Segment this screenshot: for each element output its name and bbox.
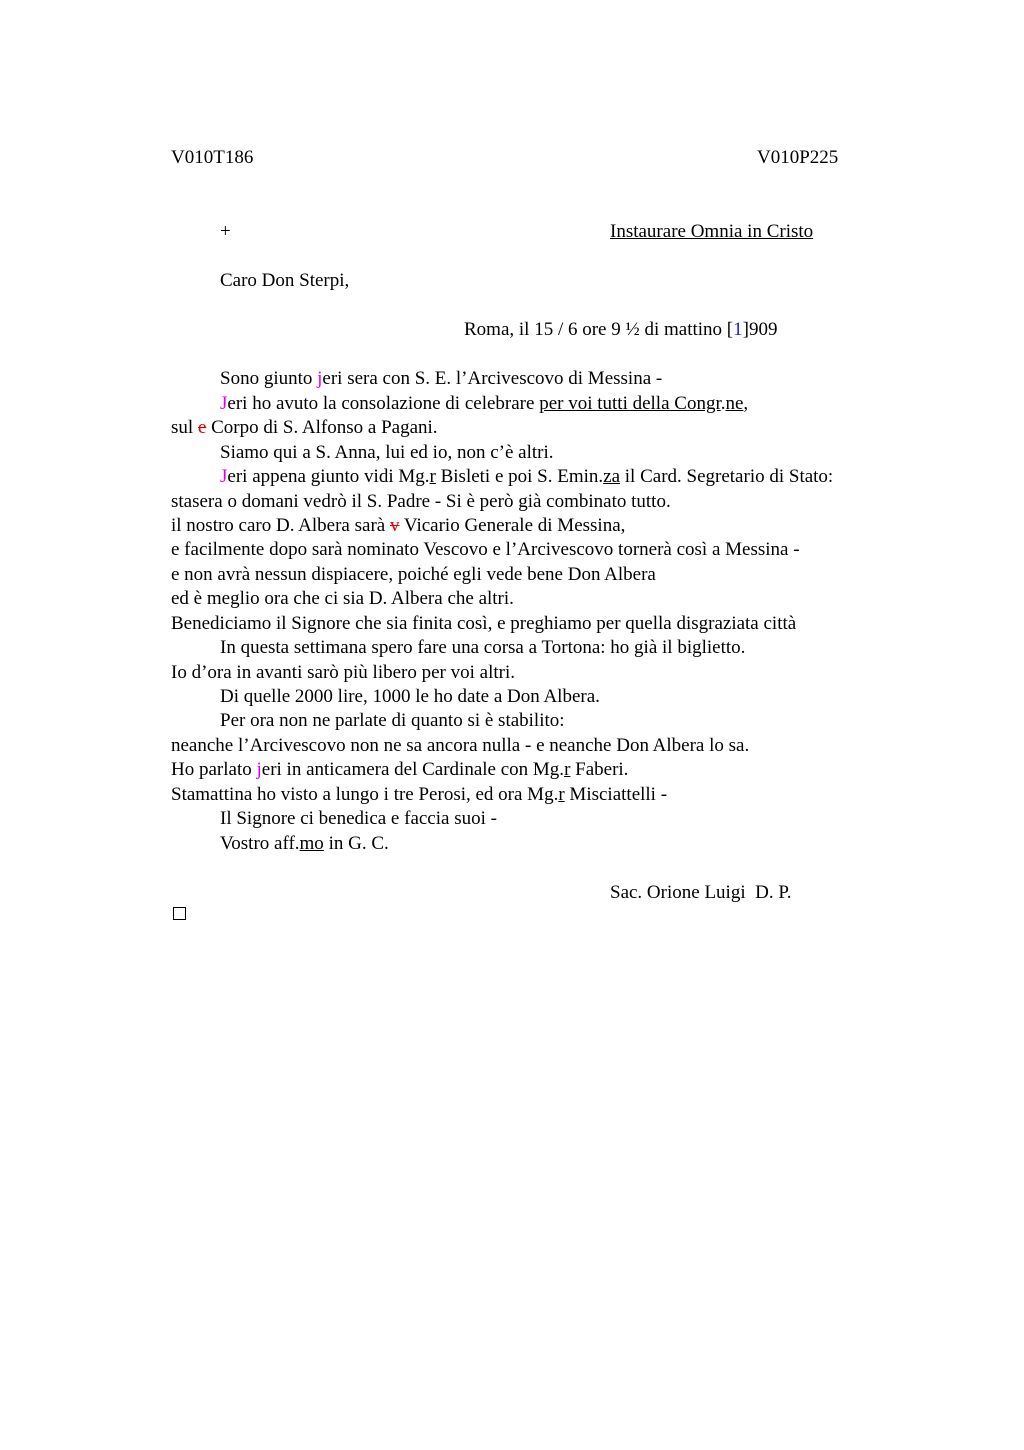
letter-line-18: Stamattina ho visto a lungo i tre Perosi, ed ora Mg.r Misciattelli - — [171, 784, 668, 805]
dateline-text: Roma, il 15 / 6 ore 9 ½ di mattino [ — [464, 319, 734, 340]
letter-line-16: neanche l’Arcivescovo non ne sa ancora nulla - e neanche Don Albera lo sa. — [171, 735, 750, 756]
dateline-year: ]909 — [742, 319, 778, 340]
letter-line-15: Per ora non ne parlate di quanto si è stabilito: — [220, 710, 565, 731]
letter-line-1: Sono giunto jeri sera con S. E. l’Arcivescovo di Messina - — [220, 368, 663, 389]
editorial-letter: J — [220, 393, 228, 414]
motto: Instaurare Omnia in Cristo — [610, 221, 814, 242]
letter-line-4: Siamo qui a S. Anna, lui ed io, non c’è altri. — [220, 442, 554, 463]
cross-mark: + — [220, 221, 231, 242]
signature: Sac. Orione Luigi D. P. — [610, 882, 792, 903]
editorial-letter: j — [256, 759, 262, 780]
editorial-letter: j — [317, 368, 323, 389]
letter-line-6: stasera o domani vedrò il S. Padre - Si è però già combinato tutto. — [171, 491, 671, 512]
document-code-left: V010T186 — [171, 147, 254, 168]
editor-digit: 1 — [733, 319, 743, 340]
letter-line-10: ed è meglio ora che ci sia D. Albera che altri. — [171, 588, 514, 609]
letter-line-5: Jeri appena giunto vidi Mg.r Bisleti e poi S. Emin.za il Card. Segretario di Stato: — [220, 466, 834, 487]
letter-line-12: In questa settimana spero fare una corsa a Tortona: ho già il biglietto. — [220, 637, 746, 658]
editorial-letter: J — [220, 466, 228, 487]
dateline — [464, 318, 777, 342]
letter-line-17: Ho parlato jeri in anticamera del Cardinale con Mg.r Faberi. — [171, 759, 629, 780]
letter-line-8: e facilmente dopo sarà nominato Vescovo e l’Arcivescovo tornerà così a Messina - — [171, 539, 800, 560]
letter-line-11: Benediciamo il Signore che sia finita così, e preghiamo per quella disgraziata città — [171, 613, 797, 634]
letter-line-19: Il Signore ci benedica e faccia suoi - — [220, 808, 497, 829]
end-square-icon — [173, 907, 186, 920]
closing: Vostro aff.mo in G. C. — [220, 833, 389, 854]
letter-line-3: sul e Corpo di S. Alfonso a Pagani. — [171, 417, 438, 438]
deleted-letter: v — [389, 515, 400, 536]
letter-line-13: Io d’ora in avanti sarò più libero per voi altri. — [171, 662, 516, 683]
deleted-letter: e — [197, 417, 207, 438]
document-code-right: V010P225 — [757, 147, 839, 168]
letter-line-9: e non avrà nessun dispiacere, poiché egli vede bene Don Albera — [171, 564, 656, 585]
letter-line-7: il nostro caro D. Albera sarà v Vicario Generale di Messina, — [171, 515, 626, 536]
salutation: Caro Don Sterpi, — [220, 270, 350, 291]
letter-line-14: Di quelle 2000 lire, 1000 le ho date a Don Albera. — [220, 686, 600, 707]
letter-line-2: Jeri ho avuto la consolazione di celebrare per voi tutti della Congr.ne, — [220, 393, 749, 414]
